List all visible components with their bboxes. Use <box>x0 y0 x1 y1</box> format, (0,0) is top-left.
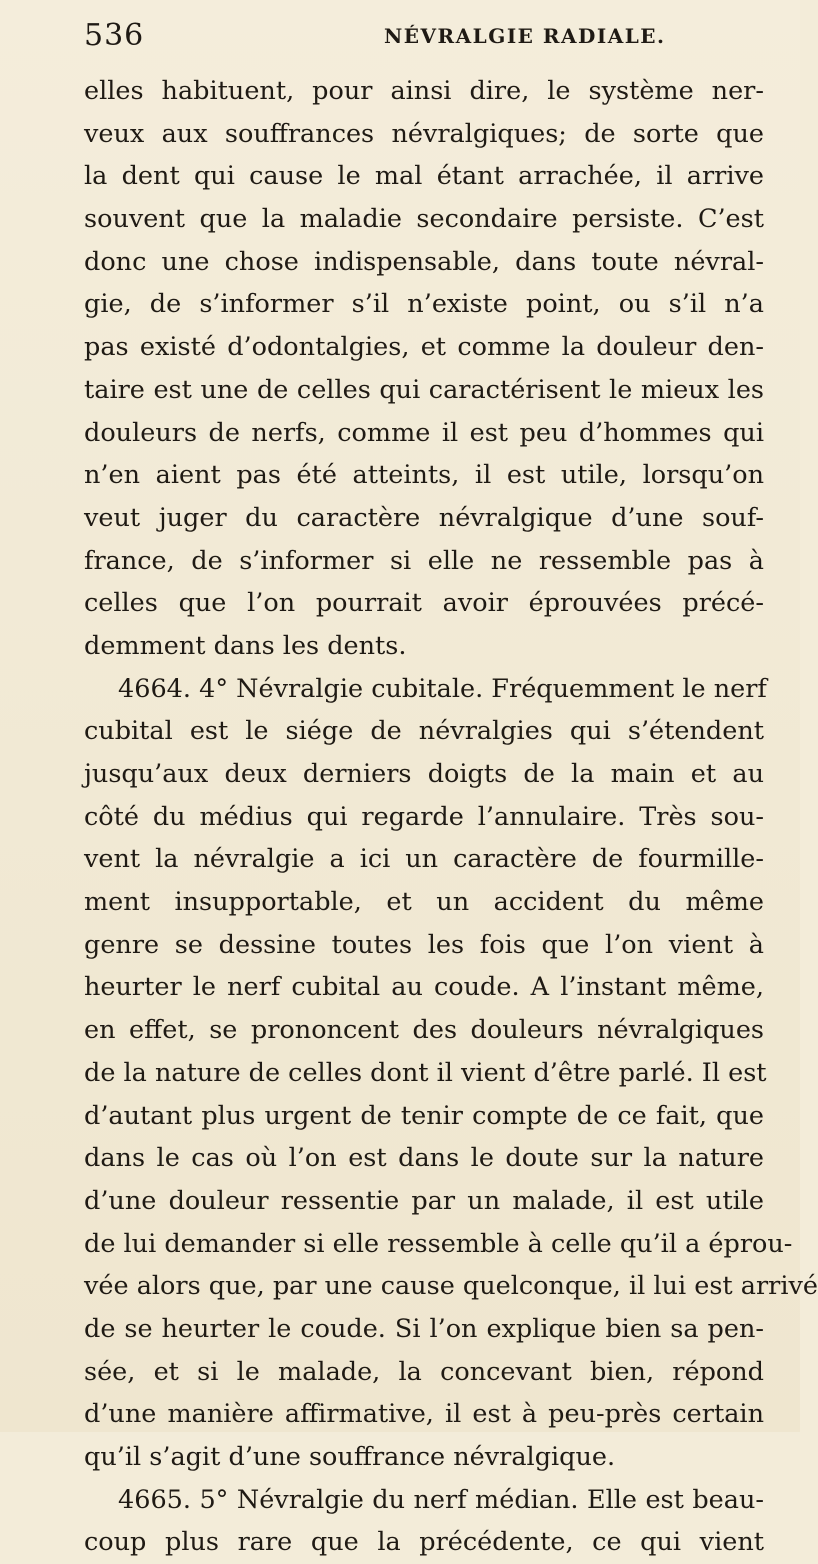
text-line: côté du médius qui regarde l’annulaire. Très sou- <box>84 801 764 832</box>
text-line: france, de s’informer si elle ne ressemble pas à <box>84 545 764 576</box>
text-line: qu’il s’agit d’une souffrance névralgique. <box>84 1442 616 1472</box>
page-number: 536 <box>84 18 145 53</box>
text-line: demment dans les dents. <box>84 630 407 661</box>
text-line: d’une manière affirmative, il est à peu-près certain <box>84 1399 764 1430</box>
text-line: coup plus rare que la précédente, ce qui vient <box>84 1527 764 1558</box>
text-line: souvent que la maladie secondaire persiste. C’est <box>84 204 764 235</box>
text-line: n’en aient pas été atteints, il est utile, lorsqu’on <box>84 460 764 491</box>
text-line: d’autant plus urgent de tenir compte de ce fait, que <box>84 1100 764 1131</box>
text-line: genre se dessine toutes les fois que l’on vient à <box>84 929 764 960</box>
text-line: d’une douleur ressentie par un malade, il est utile <box>84 1185 764 1216</box>
text-line: vent la névralgie a ici un caractère de fourmille- <box>84 844 764 875</box>
text-line: de lui demander si elle ressemble à celle qu’il a éprou- <box>84 1228 793 1259</box>
text-line: elles habituent, pour ainsi dire, le système ner- <box>84 76 764 106</box>
text-line: de se heurter le coude. Si l’on explique bien sa pen- <box>84 1313 764 1344</box>
text-line: gie, de s’informer s’il n’existe point, ou s’il n’a <box>84 289 764 320</box>
text-line: taire est une de celles qui caractérisent le mieux les <box>84 374 764 405</box>
text-line: cubital est le siége de névralgies qui s’étendent <box>84 716 764 747</box>
text-line: vée alors que, par une cause quelconque, il lui est arrivé <box>84 1271 818 1302</box>
text-line: heurter le nerf cubital au coude. A l’instant même, <box>84 972 764 1003</box>
text-line: veut juger du caractère névralgique d’une souf- <box>84 502 764 533</box>
text-line: de la nature de celles dont il vient d’être parlé. Il est <box>84 1057 767 1088</box>
text-line-paragraph-start: 4664. 4° Névralgie cubitale. Fréquemment le nerf <box>118 673 767 704</box>
text-line: en effet, se prononcent des douleurs névralgiques <box>84 1015 764 1046</box>
text-line: dans le cas où l’on est dans le doute sur la nature <box>84 1143 764 1174</box>
text-line: ment insupportable, et un accident du même <box>84 887 764 918</box>
text-line: donc une chose indispensable, dans toute névral- <box>84 246 764 277</box>
text-line: jusqu’aux deux derniers doigts de la main et au <box>84 759 764 789</box>
text-line: celles que l’on pourrait avoir éprouvées précé- <box>84 588 764 619</box>
body-text <box>84 70 818 1558</box>
text-line: la dent qui cause le mal étant arrachée, il arrive <box>84 161 764 192</box>
text-line: douleurs de nerfs, comme il est peu d’hommes qui <box>84 417 764 448</box>
page-header <box>84 18 764 58</box>
text-line: veux aux souffrances névralgiques; de sorte que <box>84 118 764 149</box>
text-line-paragraph-start: 4665. 5° Névralgie du nerf médian. Elle est beau- <box>118 1484 764 1515</box>
text-line: sée, et si le malade, la concevant bien, répond <box>84 1356 764 1387</box>
running-head: NÉVRALGIE RADIALE. <box>384 24 666 48</box>
text-line: pas existé d’odontalgies, et comme la douleur den- <box>84 332 764 363</box>
